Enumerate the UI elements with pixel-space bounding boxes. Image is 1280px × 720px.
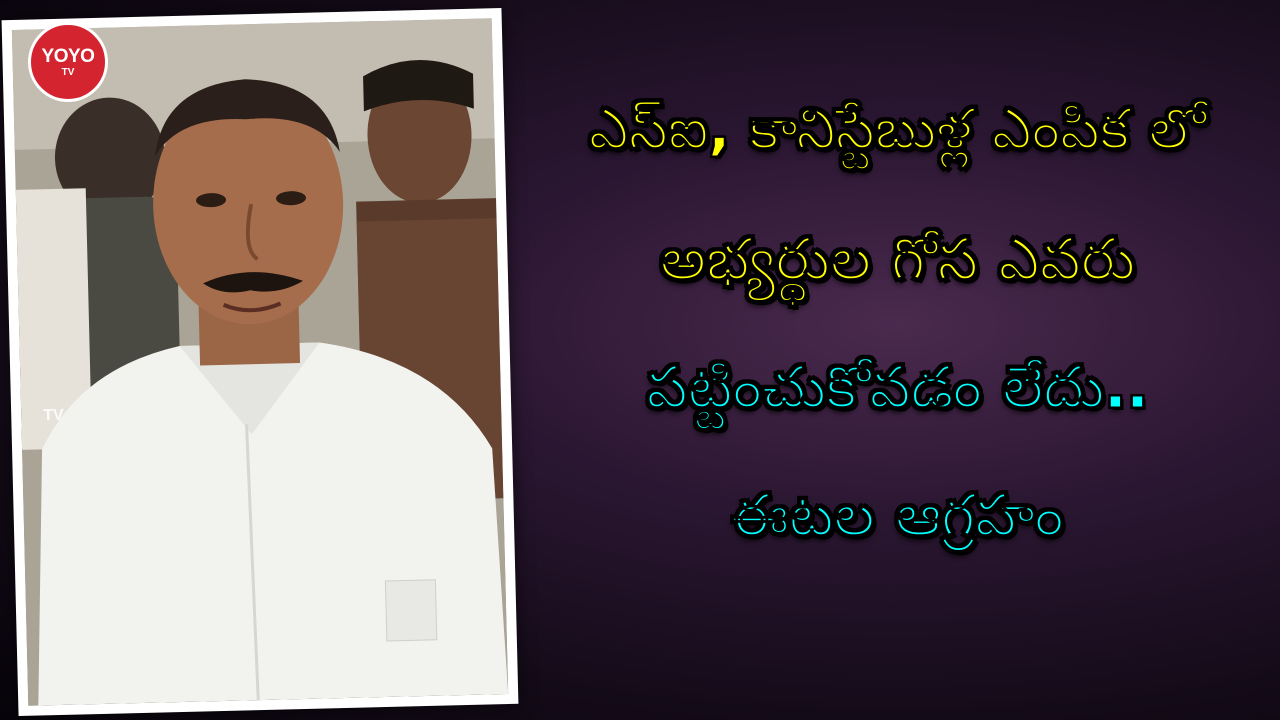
photo-frame bbox=[2, 8, 519, 716]
headline-line-4: ఈటల ఆగ్రహం bbox=[731, 481, 1064, 549]
headline-line-1: ఎస్ఐ, కానిస్టేబుళ్ల ఎంపిక లో bbox=[588, 97, 1207, 162]
photo-illustration bbox=[12, 18, 508, 706]
headline-line-3: పట్టించుకోవడం లేదు.. bbox=[646, 353, 1149, 421]
channel-logo bbox=[28, 22, 108, 102]
tv-watermark: TV bbox=[43, 406, 64, 425]
logo-main-text: YOYO bbox=[41, 45, 95, 67]
headline-line-2: అభ్యర్థుల గోస ఎవరు bbox=[659, 225, 1136, 293]
headline bbox=[520, 78, 1275, 590]
person-photo bbox=[12, 18, 508, 706]
logo-sub-text: TV bbox=[61, 66, 75, 78]
